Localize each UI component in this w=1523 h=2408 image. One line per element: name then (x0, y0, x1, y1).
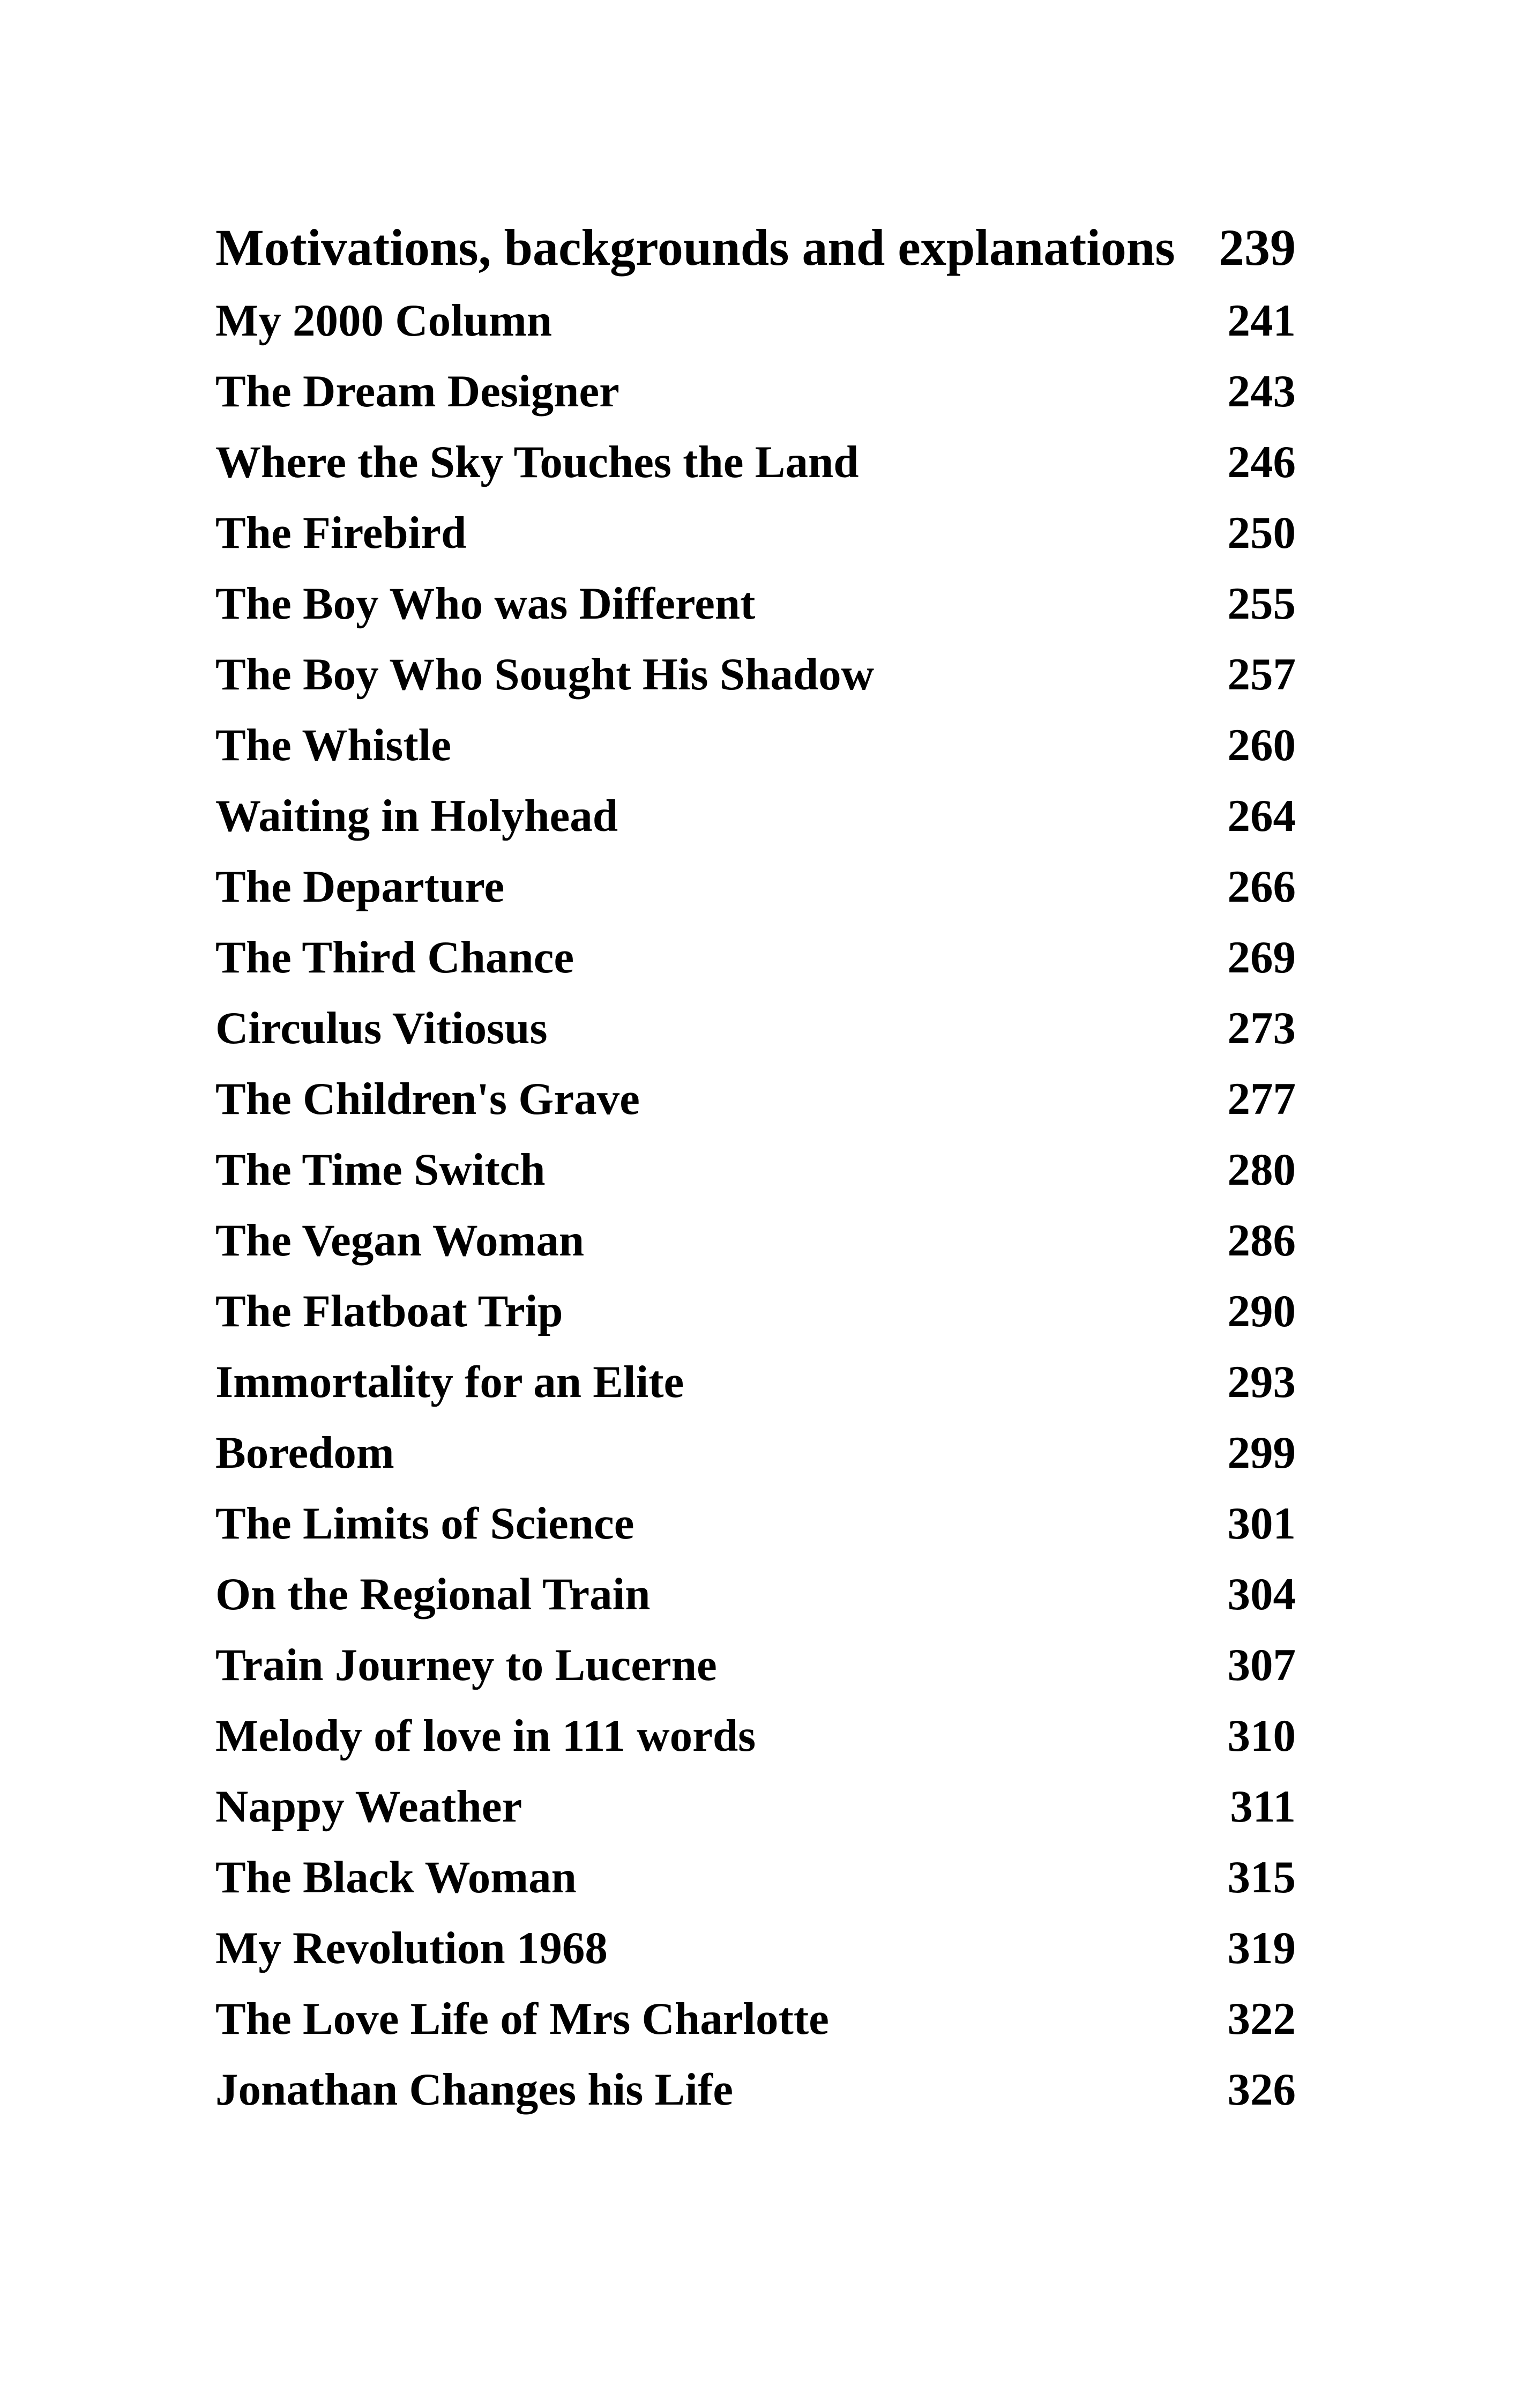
toc-entry-title: My Revolution 1968 (215, 1923, 608, 1973)
toc-entry-page: 322 (1227, 1994, 1296, 2044)
toc-entry-page: 315 (1227, 1852, 1296, 1902)
toc-entry-page: 304 (1227, 1569, 1296, 1619)
toc-entry (215, 1064, 1296, 1134)
toc-entry (215, 1983, 1296, 2054)
toc-entry-page: 326 (1227, 2064, 1296, 2115)
toc-entry-title: The Boy Who was Different (215, 578, 756, 629)
toc-entry (215, 1488, 1296, 1559)
toc-entry-page: 286 (1227, 1215, 1296, 1266)
toc-entry-page: 241 (1227, 295, 1296, 346)
toc-entry-page: 290 (1227, 1286, 1296, 1336)
toc-entry-page: 299 (1227, 1428, 1296, 1478)
toc-entry (215, 1134, 1296, 1205)
toc-entry-page: 280 (1227, 1144, 1296, 1195)
toc-entry-title: The Children's Grave (215, 1074, 640, 1124)
toc-entry-title: Where the Sky Touches the Land (215, 437, 859, 487)
toc-entry (215, 568, 1296, 639)
toc-entry (215, 285, 1296, 356)
toc-entry-page: 311 (1230, 1781, 1296, 1832)
toc-entry-title: Immortality for an Elite (215, 1357, 684, 1407)
toc-entry-page: 260 (1227, 720, 1296, 770)
toc-entry-title: The Flatboat Trip (215, 1286, 563, 1336)
toc-entry-page: 307 (1227, 1640, 1296, 1690)
toc-entry (215, 1771, 1296, 1842)
toc-entry-page: 246 (1227, 437, 1296, 487)
toc-entry-title: Train Journey to Lucerne (215, 1640, 717, 1690)
toc-entry (215, 1842, 1296, 1913)
toc-entry (215, 1347, 1296, 1417)
toc-entry-page: 255 (1227, 578, 1296, 629)
toc-entry (215, 639, 1296, 710)
toc-entry-page: 243 (1227, 366, 1296, 417)
toc-entry-title: My 2000 Column (215, 295, 553, 346)
toc-entry (215, 427, 1296, 497)
toc-entry (215, 1417, 1296, 1488)
toc-entry-title: Jonathan Changes his Life (215, 2064, 733, 2115)
toc-entry-page: 319 (1227, 1923, 1296, 1973)
toc-entry-title: The Boy Who Sought His Shadow (215, 649, 875, 700)
toc-entry (215, 922, 1296, 993)
toc-entry (215, 1276, 1296, 1347)
toc-entry-title: Waiting in Holyhead (215, 791, 618, 841)
toc-entry (215, 2054, 1296, 2125)
toc-entry-title: The Dream Designer (215, 366, 619, 417)
toc-entry (215, 1205, 1296, 1276)
toc-entry-title: The Firebird (215, 508, 467, 558)
toc-entry-page: 273 (1227, 1003, 1296, 1053)
toc-entry (215, 781, 1296, 851)
toc-entry-title: Motivations, backgrounds and explanations (215, 219, 1175, 276)
toc-entry-title: Nappy Weather (215, 1781, 522, 1832)
toc-entry (215, 1913, 1296, 1983)
toc-entry-title: Circulus Vitiosus (215, 1003, 548, 1053)
toc-entry-title: The Limits of Science (215, 1498, 634, 1549)
toc-entry-page: 293 (1227, 1357, 1296, 1407)
toc-entry (215, 1559, 1296, 1630)
toc-entry-page: 239 (1219, 219, 1296, 276)
toc-entry-page: 257 (1227, 649, 1296, 700)
toc-entry-page: 301 (1227, 1498, 1296, 1549)
toc-section-heading (215, 210, 1296, 285)
toc-entry (215, 993, 1296, 1064)
table-of-contents (215, 210, 1296, 2125)
toc-entry-title: The Love Life of Mrs Charlotte (215, 1994, 829, 2044)
toc-entry-title: On the Regional Train (215, 1569, 651, 1619)
toc-entry-title: The Black Woman (215, 1852, 577, 1902)
toc-entry-page: 250 (1227, 508, 1296, 558)
toc-entry-page: 310 (1227, 1711, 1296, 1761)
toc-entry-page: 266 (1227, 861, 1296, 912)
toc-entry (215, 851, 1296, 922)
toc-entry (215, 1700, 1296, 1771)
toc-entry (215, 497, 1296, 568)
toc-entry (215, 1630, 1296, 1700)
toc-entry-title: The Departure (215, 861, 505, 912)
toc-entry (215, 356, 1296, 427)
toc-entry (215, 710, 1296, 781)
toc-entry-title: The Time Switch (215, 1144, 546, 1195)
toc-entry-title: The Vegan Woman (215, 1215, 585, 1266)
toc-entry-page: 269 (1227, 932, 1296, 983)
toc-entry-page: 264 (1227, 791, 1296, 841)
toc-entry-title: Melody of love in 111 words (215, 1711, 756, 1761)
toc-entry-title: The Third Chance (215, 932, 574, 983)
toc-entry-page: 277 (1227, 1074, 1296, 1124)
toc-entry-title: Boredom (215, 1428, 394, 1478)
toc-entry-title: The Whistle (215, 720, 452, 770)
